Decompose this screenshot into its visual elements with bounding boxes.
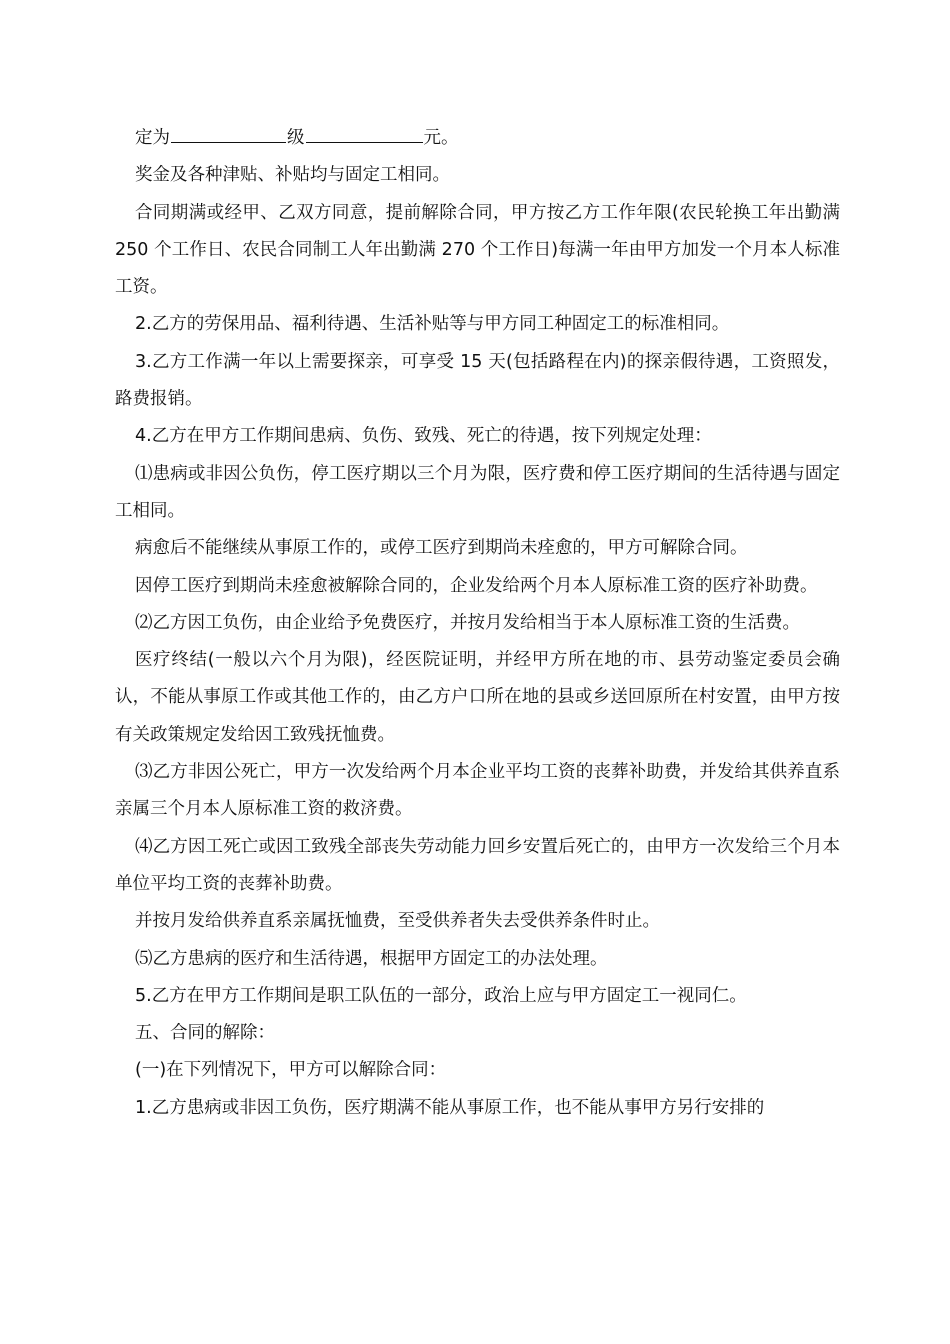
salary-grade-suffix: 元。 xyxy=(423,128,459,148)
paragraph-medical-end: 医疗终结(一般以六个月为限)，经医院证明，并经甲方所在地的市、县劳动鉴定委员会确认，不能从事原工作或其他工作的，由乙方户口所在地的县或乡送回原所在村安置，由甲方按有关政策规定发给因工致残抚恤费。 xyxy=(115,650,840,745)
paragraph-item-4: 4.乙方在甲方工作期间患病、负伤、致残、死亡的待遇，按下列规定处理： xyxy=(135,426,712,447)
paragraph-contract-expiry: 合同期满或经甲、乙双方同意，提前解除合同，甲方按乙方工作年限(农民轮换工年出勤满 250 个工作日、农民合同制工人年出勤满 270 个工作日)每满一年由甲方加发一个月本人标准工资。 xyxy=(115,202,840,298)
document-body xyxy=(115,120,840,1127)
paragraph-item-3: 3.乙方工作满一年以上需要探亲，可享受 15 天(包括路程在内)的探亲假待遇，工资照发，路费报销。 xyxy=(115,351,840,410)
paragraph-pension: 并按月发给供养直系亲属抚恤费，至受供养者失去受供养条件时止。 xyxy=(135,911,660,932)
salary-grade-middle: 级 xyxy=(287,128,305,148)
salary-grade-prefix: 定为 xyxy=(135,128,170,148)
paragraph-medical-subsidy: 因停工医疗到期尚未痊愈被解除合同的，企业发给两个月本人原标准工资的医疗补助费。 xyxy=(135,575,818,596)
paragraph-bonus: 奖金及各种津贴、补贴均与固定工相同。 xyxy=(135,165,450,186)
paragraph-recovery: 病愈后不能继续从事原工作的，或停工医疗到期尚未痊愈的，甲方可解除合同。 xyxy=(135,538,748,559)
paragraph-sub-2: ⑵乙方因工负伤，由企业给予免费医疗，并按月发给相当于本人原标准工资的生活费。 xyxy=(135,612,800,633)
section-heading-termination: 五、合同的解除： xyxy=(135,1023,275,1044)
salary-grade-line xyxy=(115,120,840,157)
grade-blank xyxy=(171,120,286,143)
paragraph-sub-3: ⑶乙方非因公死亡，甲方一次发给两个月本企业平均工资的丧葬补助费，并发给其供养直系亲属三个月本人原标准工资的救济费。 xyxy=(115,762,840,820)
paragraph-sub-4: ⑷乙方因工死亡或因工致残全部丧失劳动能力回乡安置后死亡的，由甲方一次发给三个月本单位平均工资的丧葬补助费。 xyxy=(115,836,840,894)
paragraph-item-2: 2.乙方的劳保用品、福利待遇、生活补贴等与甲方同工种固定工的标准相同。 xyxy=(135,314,730,335)
paragraph-termination-1: 1.乙方患病或非因工负伤，医疗期满不能从事原工作，也不能从事甲方另行安排的 xyxy=(135,1097,765,1118)
paragraph-item-5: 5.乙方在甲方工作期间是职工队伍的一部分，政治上应与甲方固定工一视同仁。 xyxy=(135,985,747,1006)
subsection-heading-party-a: (一)在下列情况下，甲方可以解除合同： xyxy=(135,1060,447,1081)
paragraph-sub-5: ⑸乙方患病的医疗和生活待遇，根据甲方固定工的办法处理。 xyxy=(135,948,608,969)
paragraph-sub-1: ⑴患病或非因公负伤，停工医疗期以三个月为限，医疗费和停工医疗期间的生活待遇与固定工相同。 xyxy=(115,463,840,521)
amount-blank xyxy=(306,120,423,143)
